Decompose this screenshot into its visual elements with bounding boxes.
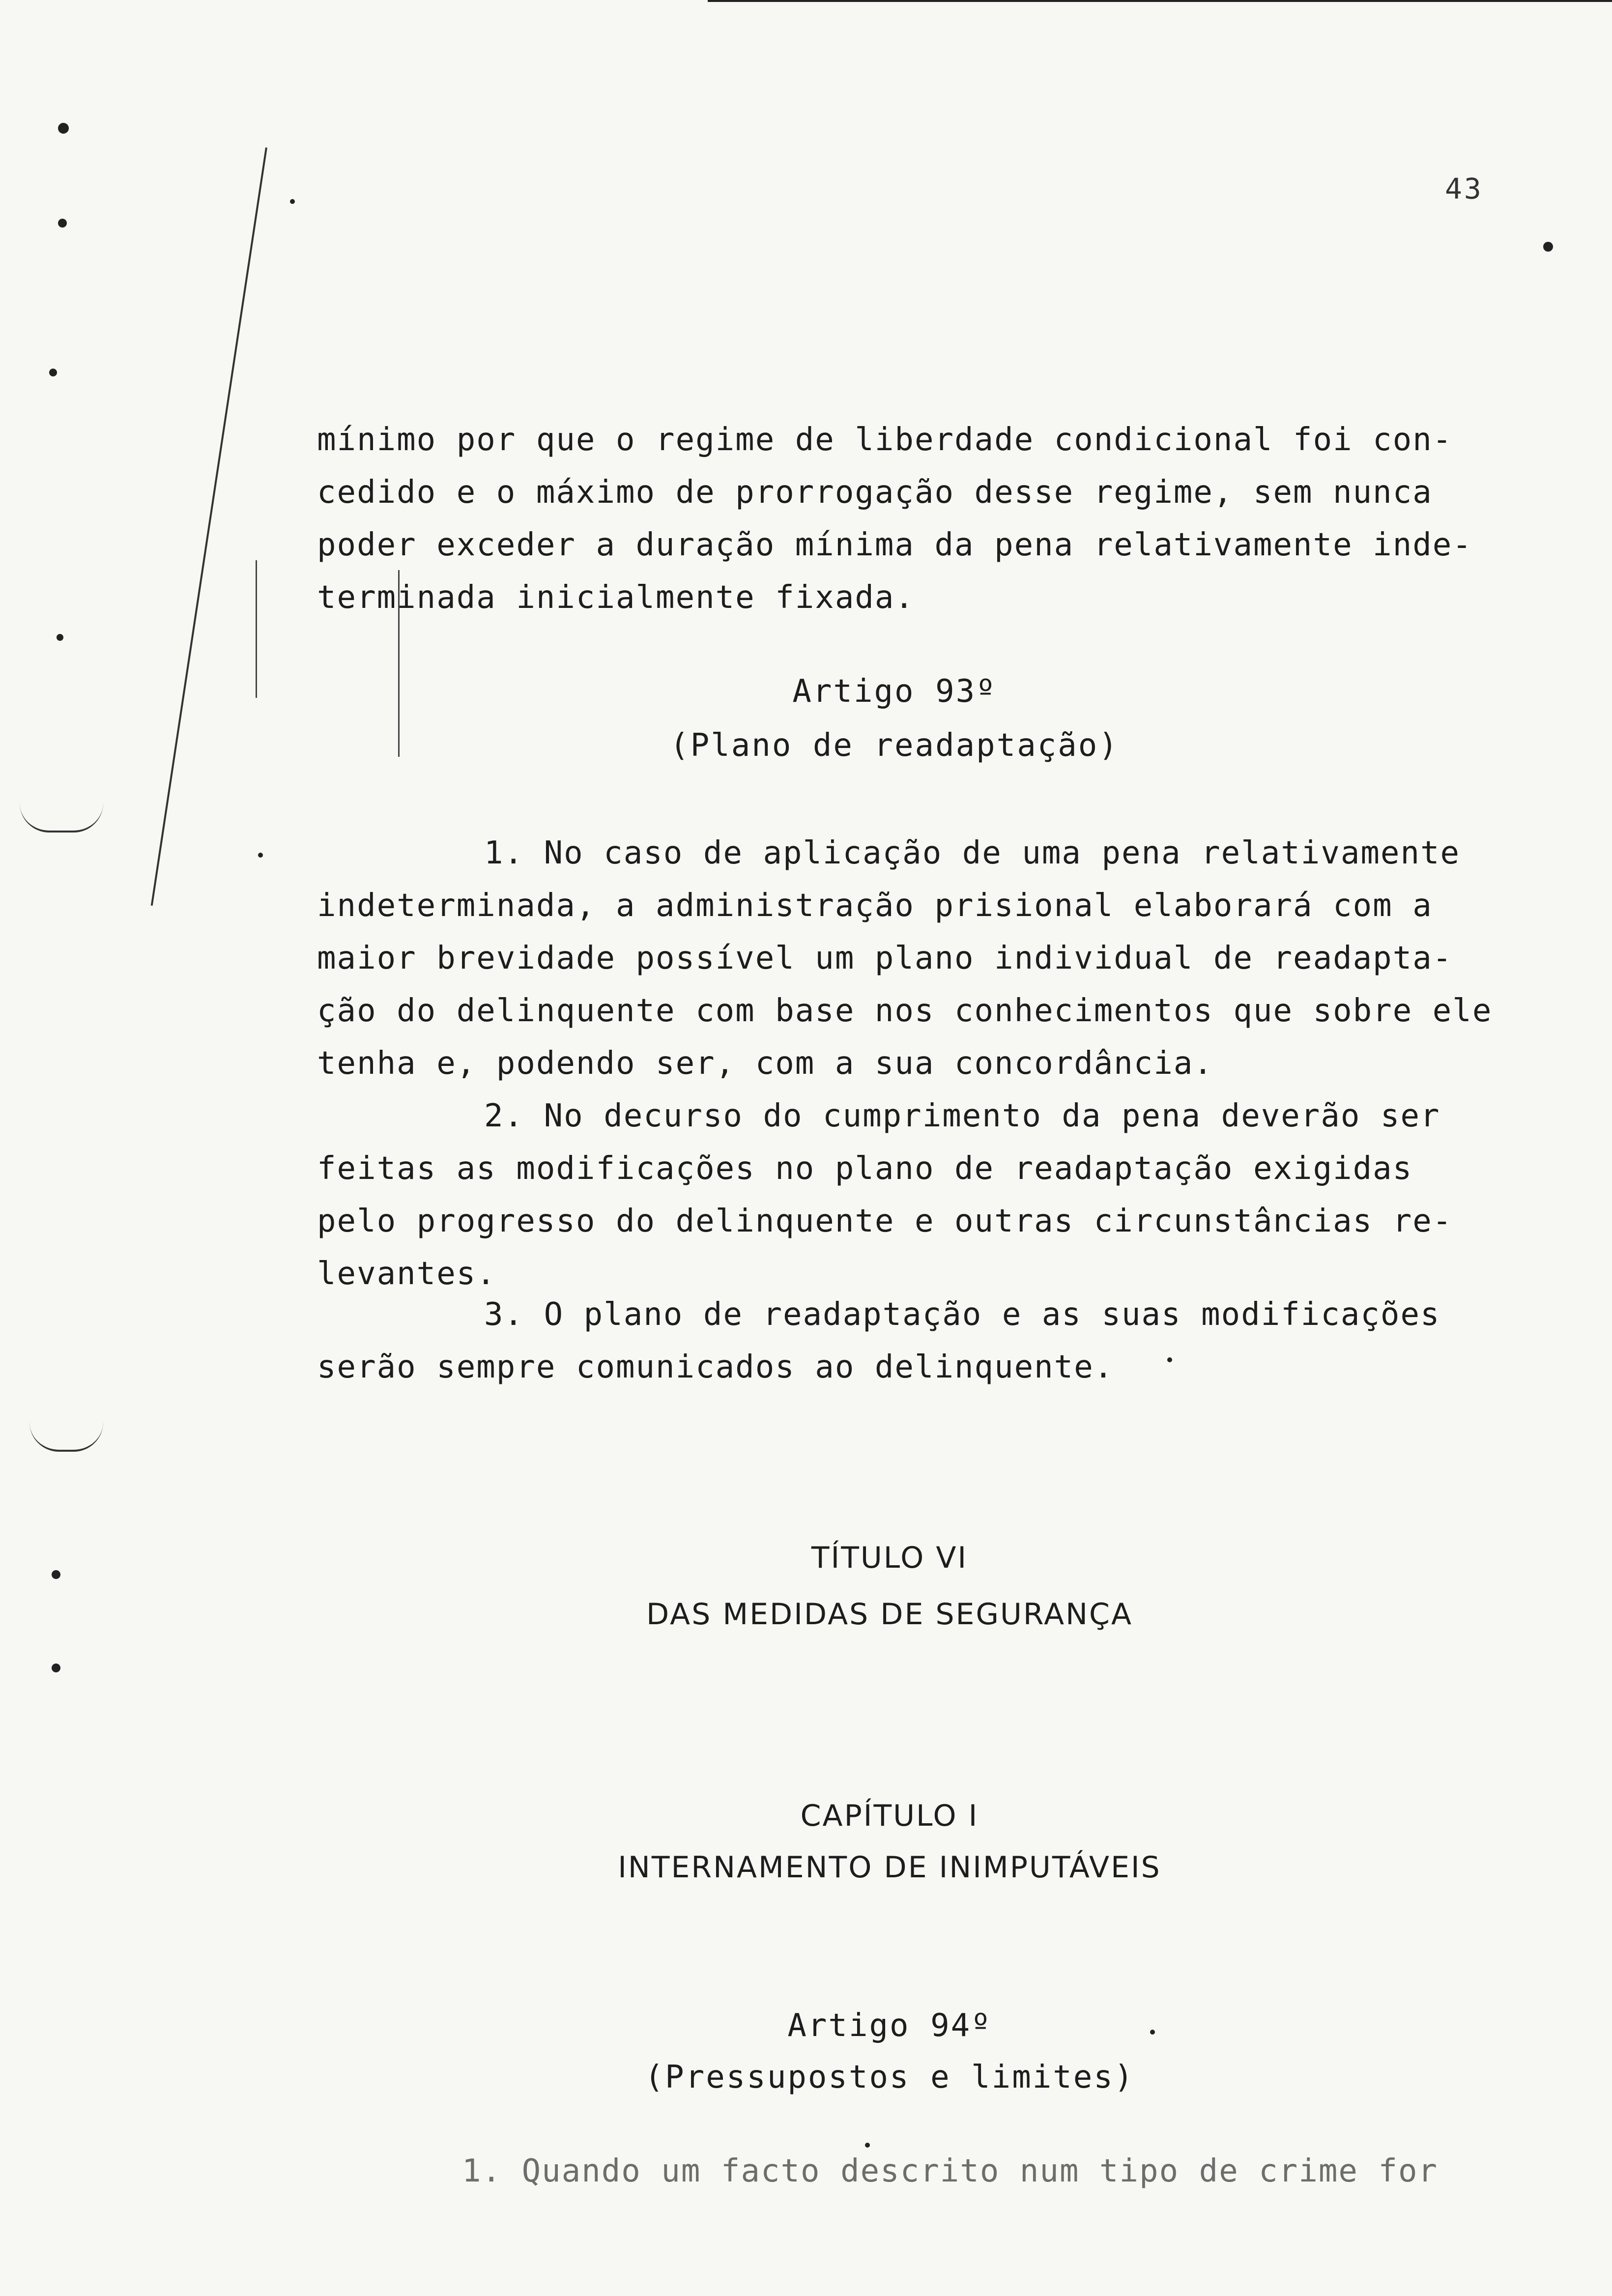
title-vi-heading: TÍTULO VI <box>811 1541 968 1575</box>
scan-speck <box>258 853 263 858</box>
scan-speck <box>52 1664 60 1672</box>
paragraph-line: mínimo por que o regime de liberdade condicional foi con- <box>317 422 1453 458</box>
paragraph-line: 3. O plano de readaptação e as suas modificações <box>484 1296 1440 1333</box>
article-94-heading: Artigo 94º <box>787 2008 992 2044</box>
scan-speck <box>1543 242 1553 252</box>
title-vi-subtitle: DAS MEDIDAS DE SEGURANÇA <box>646 1597 1133 1632</box>
scan-speck <box>58 123 69 134</box>
scan-speck <box>58 219 67 228</box>
page-number: 43 <box>1445 172 1483 205</box>
paragraph-line: cedido e o máximo de prorrogação desse regime, sem nunca <box>317 474 1433 511</box>
chapter-i-subtitle: INTERNAMENTO DE INIMPUTÁVEIS <box>618 1850 1161 1885</box>
paragraph-line: maior brevidade possível um plano individual de readapta- <box>317 940 1453 976</box>
chapter-i-heading: CAPÍTULO I <box>800 1799 979 1833</box>
margin-scribble <box>20 796 103 832</box>
paragraph-line: pelo progresso do delinquente e outras circunstâncias re- <box>317 1203 1453 1239</box>
margin-line <box>151 147 267 906</box>
scan-speck <box>1167 1357 1172 1362</box>
paragraph-line: feitas as modificações no plano de readaptação exigidas <box>317 1150 1413 1187</box>
scan-speck <box>57 634 63 641</box>
article-94-subtitle: (Pressupostos e limites) <box>644 2059 1135 2095</box>
article-93-item-3 <box>317 1289 1526 1394</box>
article-94-item-1 <box>462 2145 1484 2198</box>
scan-speck <box>290 199 295 204</box>
paragraph-line: tenha e, podendo ser, com a sua concordância. <box>317 1045 1213 1082</box>
paragraph-line: 2. No decurso do cumprimento da pena deverão ser <box>484 1098 1440 1134</box>
paragraph-line: 1. No caso de aplicação de uma pena relativamente <box>484 835 1461 871</box>
paragraph-line: poder exceder a duração mínima da pena relativamente inde- <box>317 527 1472 563</box>
scan-speck <box>49 369 57 376</box>
paragraph-line: ção do delinquente com base nos conhecimentos que sobre ele <box>317 993 1493 1029</box>
paragraph-line: 1. Quando um facto descrito num tipo de crime for <box>462 2153 1439 2189</box>
paragraph-line: terminada inicialmente fixada. <box>317 579 915 616</box>
scan-speck <box>1150 2030 1155 2035</box>
continued-paragraph <box>317 414 1526 624</box>
scan-speck <box>865 2143 870 2148</box>
top-rule <box>708 0 1612 2</box>
paragraph-line: indeterminada, a administração prisional elaborará com a <box>317 888 1433 924</box>
margin-scribble <box>29 1420 103 1452</box>
article-93-item-1 <box>317 827 1526 1090</box>
article-93-item-2 <box>317 1090 1526 1300</box>
paragraph-line: levantes. <box>317 1256 496 1292</box>
scan-speck <box>52 1570 60 1579</box>
paragraph-line: serão sempre comunicados ao delinquente. <box>317 1349 1114 1385</box>
article-93-heading: Artigo 93º <box>792 673 997 710</box>
article-93-subtitle: (Plano de readaptação) <box>670 727 1119 764</box>
